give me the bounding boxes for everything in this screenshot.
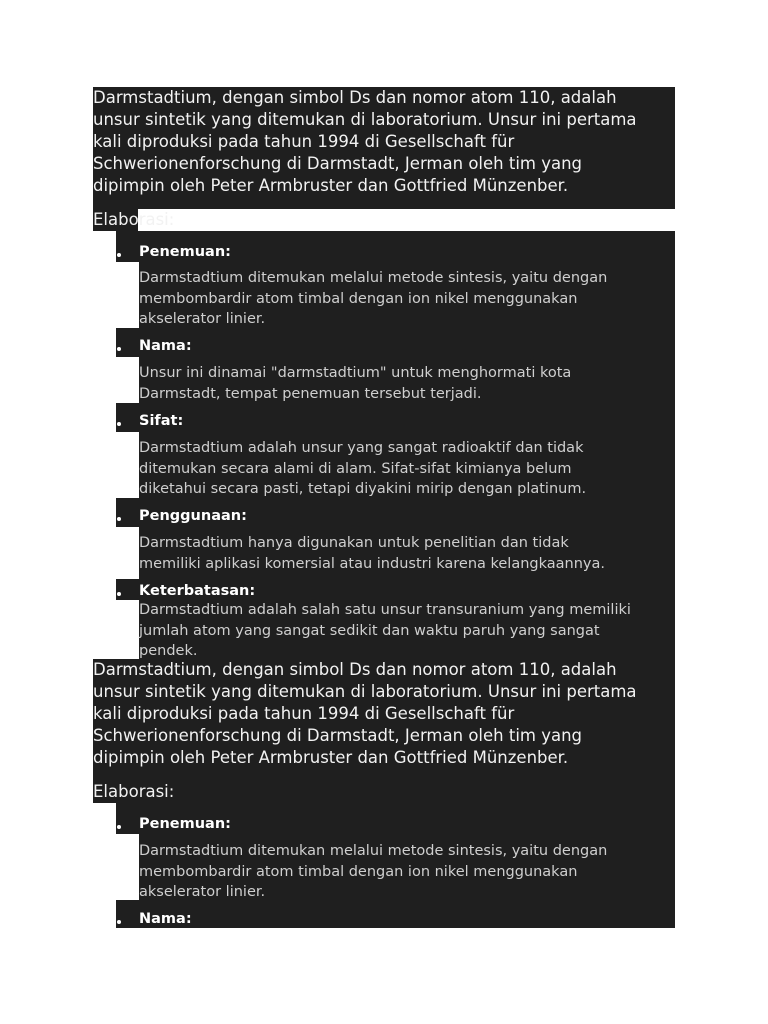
desc-line: membombardir atom timbal dengan ion nikel menggunakan: [139, 863, 578, 880]
paragraph-line: Darmstadtium, dengan simbol Ds dan nomor atom 110, adalah: [93, 88, 617, 107]
paragraph-line: Darmstadtium, dengan simbol Ds dan nomor atom 110, adalah: [93, 660, 617, 679]
dark-background: [93, 781, 675, 803]
desc-sifat: [139, 438, 586, 500]
bullet-background: [116, 328, 675, 357]
desc-line: Unsur ini dinamai "darmstadtium" untuk menghormati kota: [139, 365, 572, 381]
dark-background: [93, 197, 675, 209]
desc-line: diketahui secara pasti, tetapi diyakini mirip dengan platinum.: [139, 481, 587, 497]
paragraph-line: kali diproduksi pada tahun 1994 di Gesellschaft für: [93, 132, 515, 151]
bullet-icon: [117, 517, 121, 521]
term-sifat: Sifat:: [139, 413, 184, 429]
term-penemuan: Penemuan:: [139, 244, 231, 260]
intro-paragraph: [93, 87, 675, 197]
desc-line: Darmstadtium hanya digunakan untuk penelitian dan tidak: [139, 535, 569, 551]
bullet-icon: [117, 920, 121, 924]
paragraph-line: Schwerionenforschung di Darmstadt, Jerman oleh tim yang: [93, 726, 583, 745]
paragraph-line: unsur sintetik yang ditemukan di laboratorium. Unsur ini pertama: [93, 110, 637, 129]
bullet-icon: [117, 592, 121, 596]
desc-line: Darmstadt, tempat penemuan tersebut terjadi.: [139, 385, 482, 402]
intro-paragraph: [93, 659, 675, 769]
bullet-icon: [117, 253, 121, 257]
desc-line: jumlah atom yang sangat sedikit dan waktu paruh yang sangat: [139, 622, 600, 639]
bullet-background: [116, 403, 675, 432]
term-penggunaan: Penggunaan:: [139, 508, 247, 524]
paragraph-line: unsur sintetik yang ditemukan di laboratorium. Unsur ini pertama: [93, 682, 637, 701]
desc-line: pendek.: [139, 643, 198, 659]
desc-nama: [139, 363, 571, 404]
desc-line: memiliki aplikasi komersial atau industri karena kelangkaannya.: [139, 555, 605, 572]
bullet-icon: [117, 347, 121, 351]
desc-penggunaan: [139, 533, 605, 574]
elaborasi-heading: Elaborasi:: [93, 210, 175, 229]
term-nama: Nama:: [139, 911, 192, 927]
desc-line: Darmstadtium adalah unsur yang sangat radioaktif dan tidak: [139, 440, 584, 456]
desc-line: Darmstadtium ditemukan melalui metode sintesis, yaitu dengan: [139, 843, 608, 859]
term-penemuan: Penemuan:: [139, 816, 231, 832]
desc-line: Darmstadtium ditemukan melalui metode sintesis, yaitu dengan: [139, 270, 608, 286]
bullet-background: [116, 900, 675, 928]
term-keterbatasan: Keterbatasan:: [139, 583, 256, 599]
desc-penemuan: [139, 841, 607, 903]
term-nama: Nama:: [139, 338, 192, 354]
desc-line: akselerator linier.: [139, 311, 266, 327]
desc-penemuan: [139, 268, 607, 330]
desc-line: ditemukan secara alami di alam. Sifat-sifat kimianya belum: [139, 460, 572, 477]
desc-keterbatasan: [139, 600, 631, 662]
paragraph-line: dipimpin oleh Peter Armbruster dan Gottfried Münzenber.: [93, 176, 569, 195]
dark-background: [93, 769, 675, 781]
desc-line: Darmstadtium adalah salah satu unsur transuranium yang memiliki: [139, 602, 631, 618]
bullet-icon: [117, 825, 121, 829]
paragraph-line: dipimpin oleh Peter Armbruster dan Gottfried Münzenber.: [93, 748, 569, 767]
bullet-icon: [117, 422, 121, 426]
paragraph-line: kali diproduksi pada tahun 1994 di Gesellschaft für: [93, 704, 515, 723]
desc-line: akselerator linier.: [139, 884, 266, 900]
paragraph-line: Schwerionenforschung di Darmstadt, Jerman oleh tim yang: [93, 154, 583, 173]
desc-line: membombardir atom timbal dengan ion nikel menggunakan: [139, 290, 578, 307]
elaborasi-heading: Elaborasi:: [93, 782, 175, 801]
